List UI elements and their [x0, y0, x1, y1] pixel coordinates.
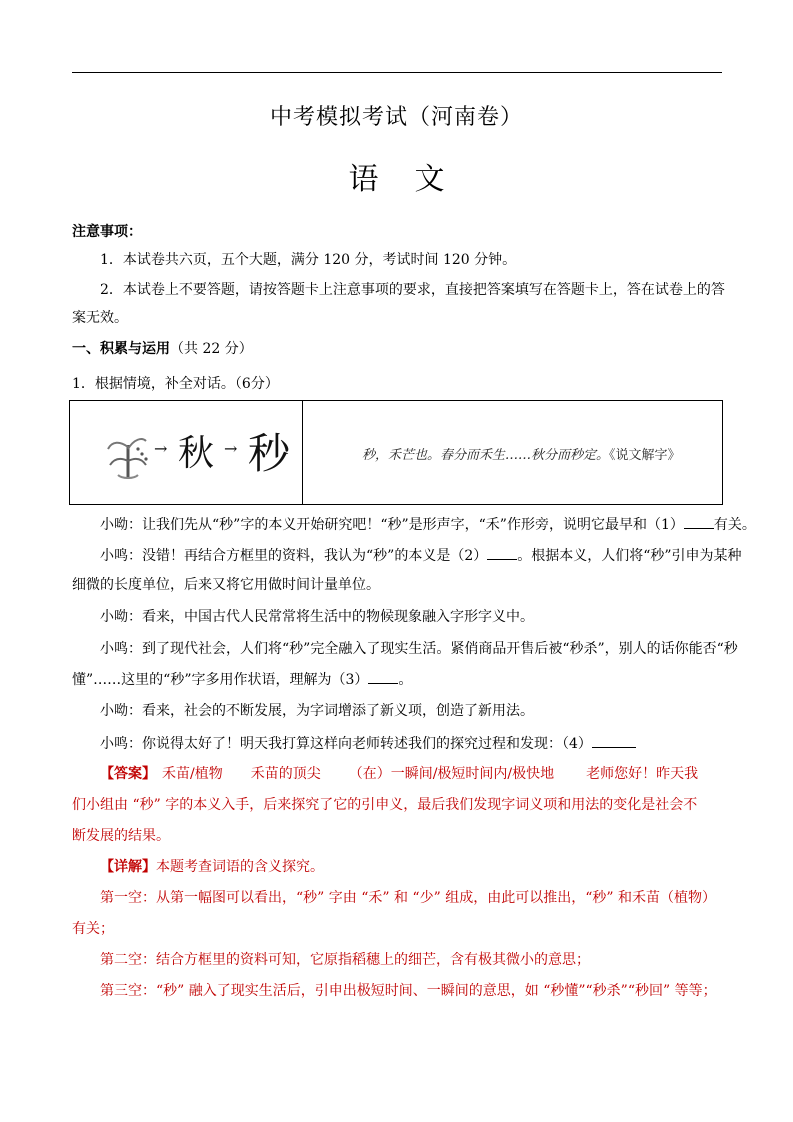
detail-tag: 【详解】	[100, 859, 156, 875]
section-1-title: 一、积累与运用	[72, 341, 170, 357]
exam-title: 中考模拟考试（河南卷）	[269, 105, 523, 130]
detail-intro: 本题考查词语的含义探究。	[156, 859, 324, 875]
quote-source: 《说文解字》	[609, 448, 681, 463]
shuowen-quote	[362, 444, 681, 463]
detail-line-3: 有关；	[72, 921, 114, 937]
answer-3: （在）一瞬间/极短时间内/极快地	[348, 766, 555, 782]
arrow-icon-1: →	[154, 439, 168, 458]
figure-box	[69, 400, 723, 505]
dialogue-line-6	[72, 669, 724, 690]
quote-text: 秒，禾芒也。春分而禾生……秋分而秒定。	[362, 448, 610, 463]
dialogue-line-5: 小鸣：到了现代社会，人们将“秒”完全融入了现实生活。紧俏商品开售后被“秒杀”，别人的话你能否“秒	[100, 641, 738, 657]
detail-line-5: 第三空：“秒” 融入了现实生活后，引申出极短时间、一瞬间的意思，如 “秒懂”“秒杀”“秒回” 等等；	[100, 983, 717, 999]
dialogue-line-6-text: 懂”……这里的“秒”字多用作状语，理解为（3）	[72, 672, 369, 688]
notice-item-1: 1．本试卷共六页，五个大题，满分 120 分，考试时间 120 分钟。	[100, 252, 517, 268]
subject-title	[0, 154, 793, 198]
dialogue-line-1-end: 有关。	[713, 517, 756, 533]
notice-item-2-line-1: 2．本试卷上不要答题，请按答题卡上注意事项的要求，直接把答案填写在答题卡上，答在试卷上的答	[100, 282, 725, 298]
detail-line-2: 第一空：从第一幅图可以看出，“秒” 字由 “禾” 和 “少” 组成，由此可以推出，“秒” 和禾苗（植物）	[100, 890, 716, 906]
modern-character: 秒	[248, 429, 291, 478]
answer-1: 禾苗/植物	[162, 766, 223, 782]
blank-2	[487, 545, 517, 560]
dialogue-line-6-end: 。	[398, 672, 413, 688]
subject-char-1: 语	[348, 162, 379, 197]
blank-1	[684, 514, 714, 529]
dialogue-line-3: 细微的长度单位，后来又将它用做时间计量单位。	[72, 577, 380, 593]
question-1-stem: 1．根据情境，补全对话。（6分）	[72, 376, 279, 392]
rice-plant-pictograph	[98, 427, 158, 487]
dialogue-line-1-text: 小呦：让我们先从“秒”字的本义开始研究吧！“秒”是形声字，“禾”作形旁，说明它最早和（1）	[100, 517, 684, 533]
detail-line-1	[72, 857, 752, 877]
answer-line-3: 断发展的结果。	[72, 828, 170, 844]
detail-line-4: 第二空：结合方框里的资料可知，它原指稻穗上的细芒，含有极其微小的意思；	[100, 952, 590, 968]
section-1-heading	[72, 339, 724, 359]
dialogue-line-8	[72, 733, 752, 754]
subject-char-2: 文	[414, 162, 445, 197]
notice-item-2-line-2: 案无效。	[72, 310, 128, 326]
notice-heading: 注意事项：	[72, 224, 142, 240]
answer-2: 禾苗的顶尖	[250, 766, 321, 782]
blank-3	[368, 669, 398, 684]
blank-4	[592, 733, 636, 748]
dialogue-line-1	[72, 514, 756, 535]
figure-divider	[302, 401, 303, 504]
seal-character: 秋	[178, 433, 215, 474]
answer-4-start: 老师您好！昨天我	[586, 766, 699, 782]
dialogue-line-2	[72, 545, 752, 566]
answer-line-2: 们小组由 “秒” 字的本义入手，后来探究了它的引申义，最后我们发现字词义项和用法的变化是社会不	[72, 797, 698, 813]
dialogue-line-2-text: 小鸣：没错！再结合方框里的资料，我认为“秒”的本义是（2）	[100, 548, 488, 564]
arrow-icon-2: →	[224, 439, 238, 458]
dialogue-line-2-end: 。根据本义，人们将“秒”引申为某种	[517, 548, 742, 564]
header-rule	[72, 72, 722, 73]
dialogue-line-7: 小呦：看来，社会的不断发展，为字词增添了新义项，创造了新用法。	[100, 703, 534, 719]
dialogue-line-4: 小呦：看来，中国古代人民常常将生活中的物候现象融入字形字义中。	[100, 609, 534, 625]
answer-line-1	[72, 764, 752, 784]
dialogue-line-8-text: 小鸣：你说得太好了！明天我打算这样向老师转述我们的探究过程和发现：（4）	[100, 736, 592, 752]
answer-tag: 【答案】	[100, 766, 156, 782]
section-1-points: （共 22 分）	[170, 341, 253, 357]
